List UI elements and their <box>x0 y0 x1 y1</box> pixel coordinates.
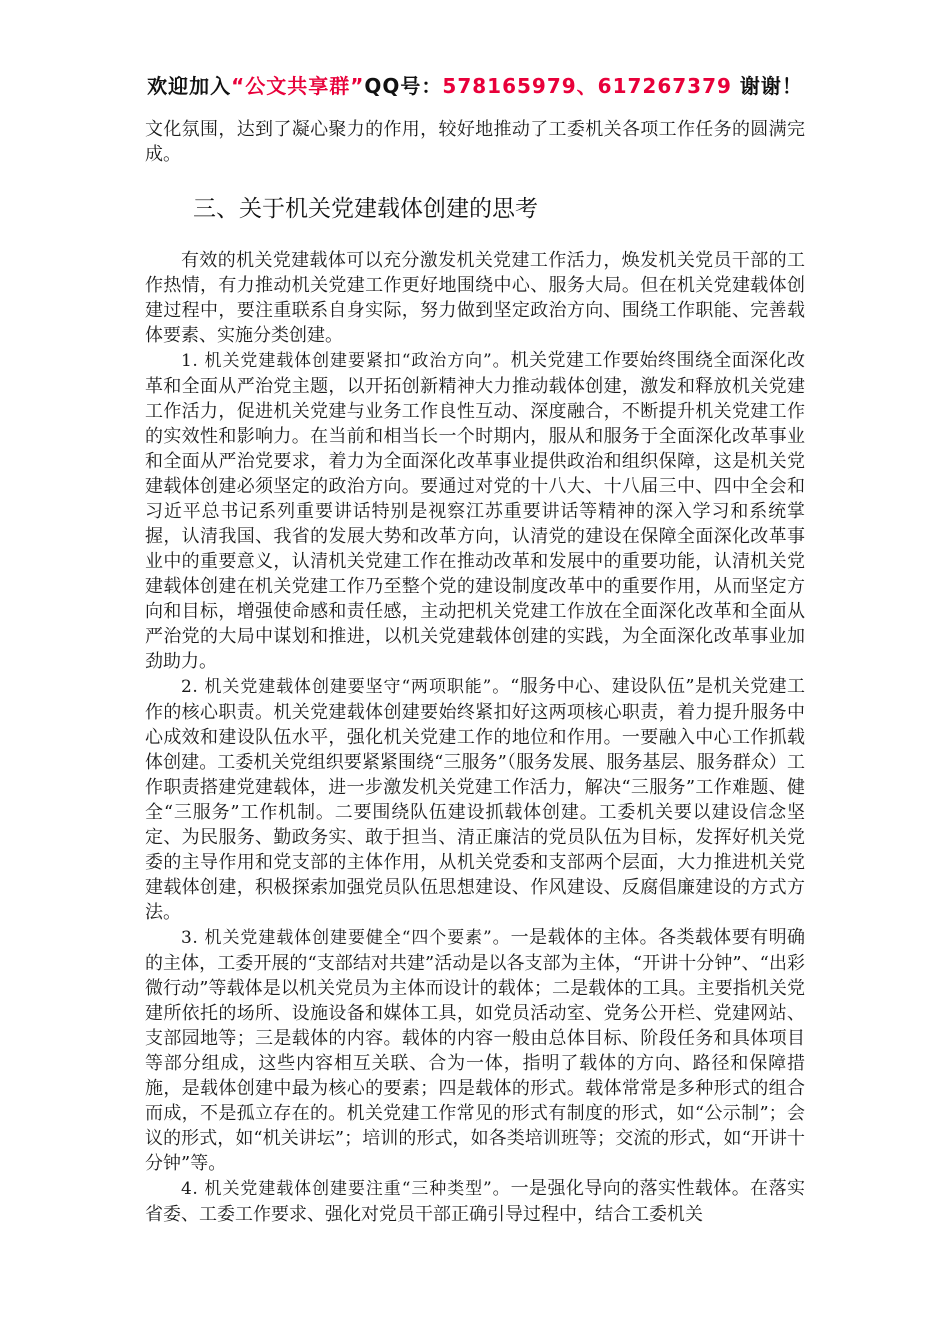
point-lead: 2. 机关党建载体创建要坚守“两项职能”。 <box>181 677 511 697</box>
banner-group-name: “公文共享群” <box>231 74 365 98</box>
point-body: 一是强化导向的落实性载体。在落实省委、工委工作要求、强化对党员干部正确引导过程中，结合工委机关 <box>145 1178 805 1225</box>
section-heading: 三、关于机关党建载体创建的思考 <box>193 196 538 222</box>
point-lead: 3. 机关党建载体创建要健全“四个要素”。 <box>181 928 511 948</box>
point-paragraph-2 <box>145 674 805 925</box>
point-lead: 1. 机关党建载体创建要紧扣“政治方向”。 <box>181 351 511 371</box>
banner-prefix: 欢迎加入 <box>147 74 232 98</box>
point-lead: 4. 机关党建载体创建要注重“三种类型”。 <box>181 1179 511 1199</box>
point-body: “服务中心、建设队伍”是机关党建工作的核心职责。机关党建载体创建要始终紧扣好这两项核心职责，着力提升服务中心成效和建设队伍水平，强化机关党建工作的地位和作用。一要融入中心工作抓载体创建。工委机关党组织要紧紧围绕“三服务”（服务发展、服务基层、服务群众）工作职责搭建党建载体，进一步激发机关党建工作活力，解决“三服务”工作难题、健全“三服务”工作机制。二要围绕队伍建设抓载体创建。工委机关要以建设信念坚定、为民服务、勤政务实、敢于担当、清正廉洁的党员队伍为目标，发挥好机关党委的主导作用和党支部的主体作用，从机关党委和支部两个层面，大力推进机关党建载体创建，积极探索加强党员队伍思想建设、作风建设、反腐倡廉建设的方式方法。 <box>145 676 805 923</box>
point-body: 一是载体的主体。各类载体要有明确的主体，工委开展的“支部结对共建”活动是以各支部为主体，“开讲十分钟”、“出彩微行动”等载体是以机关党员为主体而设计的载体；二是载体的工具。主要指机关党建所依托的场所、设施设备和媒体工具，如党员活动室、党务公开栏、党建网站、支部园地等；三是载体的内容。载体的内容一般由总体目标、阶段任务和具体项目等部分组成，这些内容相互关联、合为一体，指明了载体的方向、路径和保障措施，是载体创建中最为核心的要素；四是载体的形式。载体常常是多种形式的组合而成，不是孤立存在的。机关党建工作常见的形式有制度的形式，如“公示制”；会议的形式，如“机关讲坛”；培训的形式，如各类培训班等；交流的形式，如“开讲十分钟”等。 <box>145 927 805 1174</box>
document-body <box>145 117 805 1227</box>
intro-paragraph: 有效的机关党建载体可以充分激发机关党建工作活力，焕发机关党员干部的工作热情，有力推动机关党建工作更好地围绕中心、服务大局。但在机关党建载体创建过程中，要注重联系自身实际，努力做到坚定政治方向、围绕工作职能、完善载体要素、实施分类创建。 <box>145 250 805 346</box>
point-paragraph-4 <box>145 1176 805 1227</box>
point-paragraph-3 <box>145 925 805 1176</box>
banner-qq-label: QQ号： <box>364 74 443 98</box>
point-body: 机关党建工作要始终围绕全面深化改革和全面从严治党主题，以开拓创新精神大力推动载体创建，激发和释放机关党建工作活力，促进机关党建与业务工作良性互动、深度融合，不断提升机关党建工作的实效性和影响力。在当前和相当长一个时期内，服从和服务于全面深化改革事业和全面从严治党要求，着力为全面深化改革事业提供政治和组织保障，这是机关党建载体创建必须坚定的政治方向。要通过对党的十八大、十八届三中、四中全会和习近平总书记系列重要讲话特别是视察江苏重要讲话等精神的深入学习和系统掌握，认清我国、我省的发展大势和改革方向，认清党的建设在保障全面深化改革事业中的重要意义，认清机关党建工作在推动改革和发展中的重要功能，认清机关党建载体创建在机关党建工作乃至整个党的建设制度改革中的重要作用，从而坚定方向和目标，增强使命感和责任感，主动把机关党建工作放在全面深化改革和全面从严治党的大局中谋划和推进，以机关党建载体创建的实践，为全面深化改革事业加劲助力。 <box>145 350 805 672</box>
point-paragraph-1 <box>145 348 805 674</box>
promo-banner <box>0 70 950 99</box>
continuation-paragraph: 文化氛围，达到了凝心聚力的作用，较好地推动了工委机关各项工作任务的圆满完成。 <box>145 119 805 165</box>
banner-qq-numbers: 578165979、617267379 <box>442 74 732 98</box>
banner-suffix: 谢谢！ <box>731 74 803 98</box>
